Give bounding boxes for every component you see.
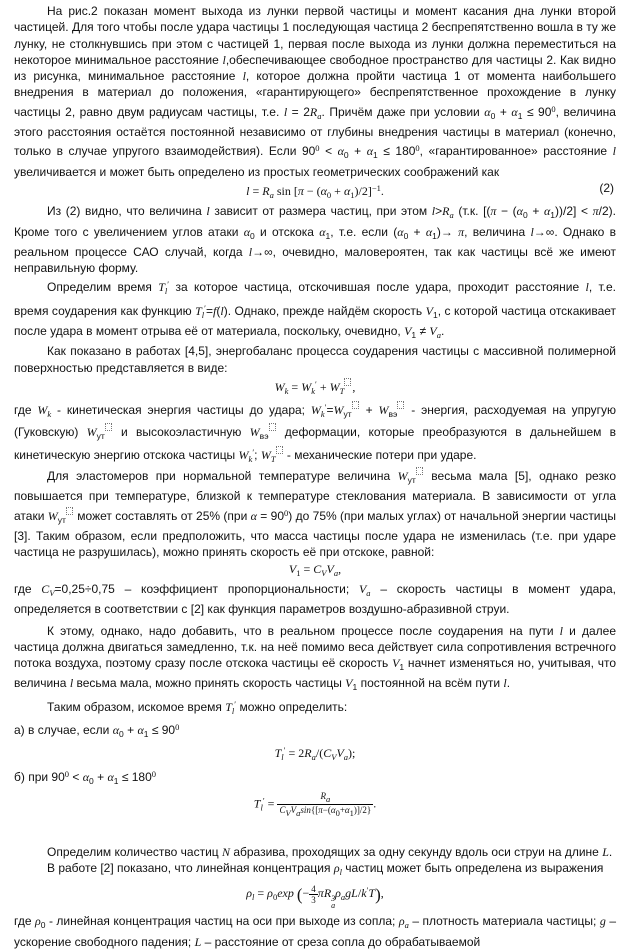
- math-run: ′: [324, 402, 327, 413]
- paragraph: В работе [2] показано, что линейная концентрация $\rho_l$ частиц может быть определена из выражения: [47, 861, 604, 878]
- math-run: l: [585, 280, 589, 295]
- math-run: a: [311, 752, 316, 763]
- math-run: l: [260, 802, 263, 813]
- math-run: ρ: [34, 914, 41, 929]
- math-run: l: [530, 224, 534, 239]
- math-run: V: [288, 561, 297, 576]
- math-run: R: [323, 886, 332, 901]
- math-run: ρ: [398, 914, 405, 929]
- math-run: 1: [113, 775, 119, 786]
- paragraph: Определим количество частиц N абразива, проходящих за одну секунду вдоль оси струи на длине L.: [47, 844, 613, 859]
- math-run: l: [242, 69, 246, 84]
- math-run: W: [329, 379, 340, 394]
- math-run: k: [311, 385, 315, 396]
- math-run: 0: [522, 210, 528, 221]
- math-run: W: [86, 424, 97, 439]
- math-run: 0: [175, 721, 180, 732]
- math-run: V: [429, 324, 437, 339]
- math-run: 1: [296, 567, 301, 578]
- math-run: α: [250, 508, 257, 523]
- math-run: α: [344, 804, 350, 815]
- paragraph: б) при $90^0 < \alpha_0 + \alpha_1 \le 180^0$: [14, 768, 157, 786]
- missing-glyph-box-icon: [66, 507, 73, 515]
- math-run: ′: [262, 795, 265, 806]
- math-run: T: [225, 699, 232, 714]
- math-run: l: [206, 204, 210, 219]
- display-formula: $\rho_l = \rho_0\exp$ (− $\frac{4}{3}$ πR 3 a $\rho_agL/k'T$),: [246, 884, 384, 911]
- math-run: π: [317, 886, 324, 901]
- math-run: W: [249, 424, 260, 439]
- math-run: k: [47, 409, 52, 420]
- math-run: V: [336, 746, 344, 761]
- math-run: 0: [343, 150, 349, 161]
- math-run: g: [599, 914, 606, 929]
- math-run: l: [559, 623, 564, 638]
- math-run: f: [213, 303, 217, 318]
- math-run: V: [321, 567, 327, 578]
- math-run: a: [343, 752, 349, 763]
- math-run: 0: [551, 103, 556, 114]
- math-run: α: [243, 224, 250, 239]
- math-run: l: [339, 867, 342, 878]
- missing-glyph-box-icon: [352, 401, 359, 409]
- paragraph: Для эластомеров при нормальной температуре величина $W_{ут}$ весьма мала [5], однако резко повышается при температуре, близкой к температуре стеклования материала. В зависимости от угла атаки $W_{ут}$ может составлять от 25% (при $\alpha = 90^0$) до 75% (при малых углах) от начальной энергии частицы [3]. Таким образом, если предположить, что масса частицы после удара не изменилась (т.е. при ударе частица не разрушилась), можно принять скорость её при отскоке, равной:: [14, 469, 617, 560]
- missing-glyph-box-icon: [416, 467, 423, 475]
- paragraph: Из (2) видно, что величина l зависит от размера частиц, при этом $l>R_a$ (т.к. $[(\pi - (\alpha_0 + \alpha_1))/2] < \pi/2$). Кроме того с увеличением углов атаки $\alpha_0$ и отскока $\alpha_1$, т.е. если $(\alpha_0 + \alpha_1)\to \pi$, величина l→∞. Однако в реальном процессе САО случай, когда l→∞, очевидно, маловероятен, так как частицы всё же имеют неправильную форму.: [14, 204, 616, 276]
- math-run: V: [392, 656, 400, 671]
- math-run: a: [449, 210, 454, 221]
- math-run: R: [442, 204, 450, 219]
- math-run: W: [238, 447, 249, 462]
- equation-number: (2): [599, 180, 614, 195]
- math-run: α: [112, 722, 120, 737]
- math-run: V: [326, 561, 334, 576]
- math-run: ′: [314, 378, 317, 389]
- document-content: [14, 3, 616, 950]
- math-run: α: [343, 183, 351, 198]
- math-run: k: [248, 453, 253, 464]
- math-run: α: [511, 104, 518, 119]
- math-run: W: [397, 469, 408, 484]
- math-run: π: [297, 183, 304, 198]
- math-run: N: [221, 844, 230, 859]
- math-run: l: [220, 303, 224, 318]
- math-run: α: [425, 224, 433, 239]
- display-formula: $T_l' = 2R_a/(C_VV_a)$;: [274, 745, 356, 763]
- math-run: вэ: [388, 409, 398, 420]
- math-run: W: [260, 447, 271, 462]
- missing-glyph-box-icon: [105, 423, 112, 431]
- math-run: l: [431, 204, 436, 219]
- display-formula: $V_1 = C_VV_a$,: [288, 561, 342, 578]
- math-run: α: [543, 204, 551, 219]
- math-run: 1: [373, 150, 378, 161]
- paragraph: где $\rho_0$ - линейная концентрация частиц на оси при выходе из сопла; $\rho_a$ – плотность материала частицы; g – ускорение свободного падения; L – расстояние от среза сопла до обрабатываемой: [14, 914, 616, 949]
- math-run: α: [484, 104, 491, 119]
- math-run: α: [107, 769, 114, 784]
- paragraph: К этому, однако, надо добавить, что в реальном процессе после соударения на пути l и далее частица должна двигаться замедленно, т.к. на неё помимо веса действует сила сопротивления встречного потока воздуха, поэтому сразу после отскока частицы её скорость $V_1$ начнет изменяться но, учитывая, что величина l весьма мала, можно принять скорость частицы $V_1$ постоянной на всём пути l.: [14, 623, 617, 693]
- math-run: 1: [550, 210, 556, 221]
- math-run: l: [69, 676, 74, 691]
- math-run: α: [319, 224, 326, 239]
- math-run: ут: [343, 409, 352, 420]
- math-run: l: [252, 892, 255, 903]
- math-run: l: [612, 144, 616, 159]
- math-run: 0: [89, 775, 94, 786]
- math-run: π: [458, 224, 465, 239]
- math-run: R: [262, 183, 270, 198]
- math-run: a: [404, 920, 409, 931]
- math-run: a: [366, 587, 371, 598]
- math-run: R: [320, 790, 326, 801]
- math-run: 0: [490, 110, 496, 121]
- math-run: k: [284, 385, 289, 396]
- math-run: α: [366, 144, 374, 159]
- math-run: V: [358, 581, 367, 596]
- math-run: exp: [277, 886, 294, 901]
- fraction: $\frac{Ra}{\text{CVVasin\{[π−(α0+α1)]/2\}}}$: [279, 790, 372, 818]
- math-run: 0: [250, 230, 255, 241]
- math-run: T: [270, 453, 276, 464]
- math-run: 1: [432, 309, 438, 320]
- math-run: ρ: [335, 886, 341, 901]
- math-run: 1: [411, 330, 417, 341]
- math-run: V: [290, 804, 297, 815]
- math-run: V: [285, 807, 291, 818]
- math-run: W: [378, 403, 389, 418]
- math-run: l: [231, 705, 235, 716]
- math-run: α: [516, 204, 523, 219]
- fraction: $\frac{4}{3}$: [311, 884, 316, 906]
- math-run: ′: [252, 446, 255, 457]
- math-run: 0: [40, 920, 46, 931]
- math-run: ут: [96, 430, 105, 441]
- math-run: 1: [349, 807, 354, 818]
- sup-sub-stack: 3 a: [331, 894, 336, 911]
- math-run: 0: [403, 230, 409, 241]
- math-run: l: [246, 183, 250, 198]
- math-run: a: [436, 330, 442, 341]
- math-run: α: [137, 722, 144, 737]
- math-run: l: [222, 52, 226, 67]
- math-run: ′: [234, 698, 237, 709]
- math-run: C: [41, 581, 50, 596]
- math-run: 0: [119, 728, 124, 739]
- math-run: ′: [167, 279, 170, 290]
- math-run: ρ: [267, 886, 273, 901]
- math-run: W: [37, 403, 48, 418]
- math-run: g: [345, 886, 352, 901]
- math-run: 1: [517, 110, 523, 121]
- math-run: k: [361, 886, 367, 901]
- math-run: 0: [315, 143, 320, 154]
- math-run: ут: [57, 514, 66, 525]
- math-run: R: [309, 104, 318, 119]
- missing-glyph-box-icon: [344, 378, 351, 386]
- display-formula: $l = R_a$ $\sin [\pi - (\alpha_0 + \alpha_1)/2]^{-1}$. (2): [246, 180, 614, 200]
- paragraph: а) в случае, если $\alpha_0 + \alpha_1 \le 90^0$: [14, 721, 180, 739]
- paragraph: где $C_V=0,25\div 0,75$ – коэффициент пропорциональности; $V_a$ – скорость частицы в момент удара, определяется в соответствии с [2] как функция параметров воздушно-абразивной струи.: [14, 581, 616, 617]
- math-run: ρ: [333, 861, 340, 876]
- math-run: a: [296, 807, 301, 818]
- missing-glyph-box-icon: [269, 423, 276, 431]
- math-run: 0: [284, 507, 289, 518]
- spacer: [14, 822, 616, 844]
- math-run: 1: [350, 189, 355, 200]
- paragraph: Как показано в работах [4,5], энергобаланс процесса соударения частицы с массивной полимерной поверхностью представляется в виде:: [14, 344, 616, 375]
- math-run: 1: [143, 728, 149, 739]
- paragraph: На рис.2 показан момент выхода из лунки первой частицы и момент касания дна лунки второй частицей. Для того чтобы после удара частицы 1 последующая частица 2 беспрепятственно вошла в ту же лунку, не столкнувшись при этом с частицей 1, первая после выхода из лунки должна переместиться на некоторое минимальное расстояние l,обеспечивающее свободное пространство для частицы 2. Как видно из рисунка, минимальное расстояние l, которое должна пройти частица 1 от момента наибольшего внедрения в материал до положения, «гарантирующего» беспрепятственное прохождение в лунку частицы 2, равно двум радиусам частицы, т.е. $l = 2R_a$. Причём даже при условии $\alpha_0 + \alpha_1 \le 90^0$, величина этого расстояния остаётся постоянной независимо от глубины внедрения частицы в материал (конечно, только в случае упругого взаимодействия). Если $90^0 < \alpha_0 + \alpha_1 \le 180^0$, «гарантированное» расстояние l увеличивается и может быть определено из простых геометрических соображений как: [14, 4, 616, 179]
- math-run: α: [397, 224, 404, 239]
- math-run: V: [49, 587, 55, 598]
- math-run: C: [279, 804, 286, 815]
- math-run: a: [340, 892, 346, 903]
- math-run: V: [331, 752, 337, 763]
- missing-glyph-box-icon: [397, 401, 404, 409]
- math-run: π: [318, 804, 323, 815]
- math-run: T: [274, 746, 282, 761]
- math-run: 0: [335, 807, 340, 818]
- math-run: 1: [432, 230, 437, 241]
- math-run: l: [283, 104, 288, 119]
- math-run: l: [248, 244, 253, 259]
- math-run: V: [404, 324, 412, 339]
- math-run: T: [339, 385, 345, 396]
- paragraph: где $W_k$ - кинетическая энергия частицы до удара; $W_k'=W_{ут} + W_{вэ}$ - энергия, расходуемая на упругую (Гуковскую) $W_{ут}$ и высокоэластичную $W_{вэ}$ деформации, которые преобразуются в дальнейшем в кинетическую энергию отскока частицы $W_k'$; $W_T$ - механические потери при ударе.: [14, 402, 616, 464]
- math-run: C: [323, 746, 332, 761]
- math-run: α: [320, 183, 327, 198]
- math-run: W: [274, 379, 285, 394]
- math-run: C: [313, 561, 322, 576]
- math-run: α: [330, 804, 336, 815]
- math-run: W: [333, 403, 344, 418]
- missing-glyph-box-icon: [276, 446, 283, 454]
- math-run: L: [602, 844, 609, 859]
- math-run: W: [301, 379, 312, 394]
- math-run: L: [351, 886, 358, 901]
- paragraph: Таким образом, искомое время $T_l'$ можно определить:: [47, 698, 348, 716]
- math-run: ′: [366, 885, 369, 896]
- math-run: 0: [415, 143, 420, 154]
- math-run: V: [425, 303, 433, 318]
- math-run: −1: [371, 182, 381, 193]
- math-run: V: [345, 676, 353, 691]
- math-run: W: [310, 403, 321, 418]
- math-run: sin: [300, 804, 311, 815]
- math-run: l: [164, 286, 168, 297]
- math-run: 0: [326, 189, 332, 200]
- math-run: π: [490, 204, 497, 219]
- math-run: T: [253, 796, 261, 811]
- math-run: вэ: [259, 430, 269, 441]
- math-run: ′: [283, 745, 286, 756]
- math-run: W: [47, 508, 58, 523]
- math-run: 1: [325, 230, 331, 241]
- math-run: ′: [204, 302, 206, 313]
- display-formula: $T_l'$ = $\frac{Ra}{\text{CVVasin\{[π−(α0+α1)]/2\}}}$ .: [253, 790, 377, 818]
- math-run: L: [194, 934, 202, 949]
- math-run: a: [333, 567, 339, 578]
- math-run: l: [201, 309, 205, 320]
- math-run: ): [375, 885, 381, 905]
- math-run: T: [368, 886, 376, 901]
- display-formula: $W_k = W_k' + W_T$ ,: [274, 378, 356, 396]
- math-run: α: [337, 144, 344, 159]
- math-run: 0: [272, 892, 278, 903]
- paragraph: Определим время $T_l'$ за которое частица, отскочившая после удара, проходит расстояние l, т.е. время соударения как функцию $T_l'=f(l)$. Однако, прежде найдём скорость $V_1$, с которой частица отскакивает после удара в момент отрыва её от материала, поскольку, очевидно, $V_1 \ne V_a$.: [14, 279, 617, 341]
- math-run: l: [503, 676, 507, 691]
- math-run: π: [592, 204, 599, 219]
- math-run: 1: [399, 662, 405, 673]
- math-run: ρ: [246, 886, 253, 901]
- math-run: (: [296, 885, 303, 905]
- math-run: α: [82, 769, 90, 784]
- math-run: a: [325, 793, 331, 804]
- math-run: a: [317, 110, 322, 121]
- math-run: 0: [64, 768, 70, 779]
- math-run: k: [320, 409, 325, 420]
- math-run: a: [269, 189, 274, 200]
- math-run: 0: [151, 768, 157, 779]
- math-run: 1: [352, 682, 358, 693]
- math-run: R: [304, 746, 312, 761]
- math-run: l: [281, 752, 284, 763]
- math-run: T: [158, 280, 165, 295]
- math-run: ут: [407, 475, 416, 486]
- math-run: T: [195, 303, 202, 318]
